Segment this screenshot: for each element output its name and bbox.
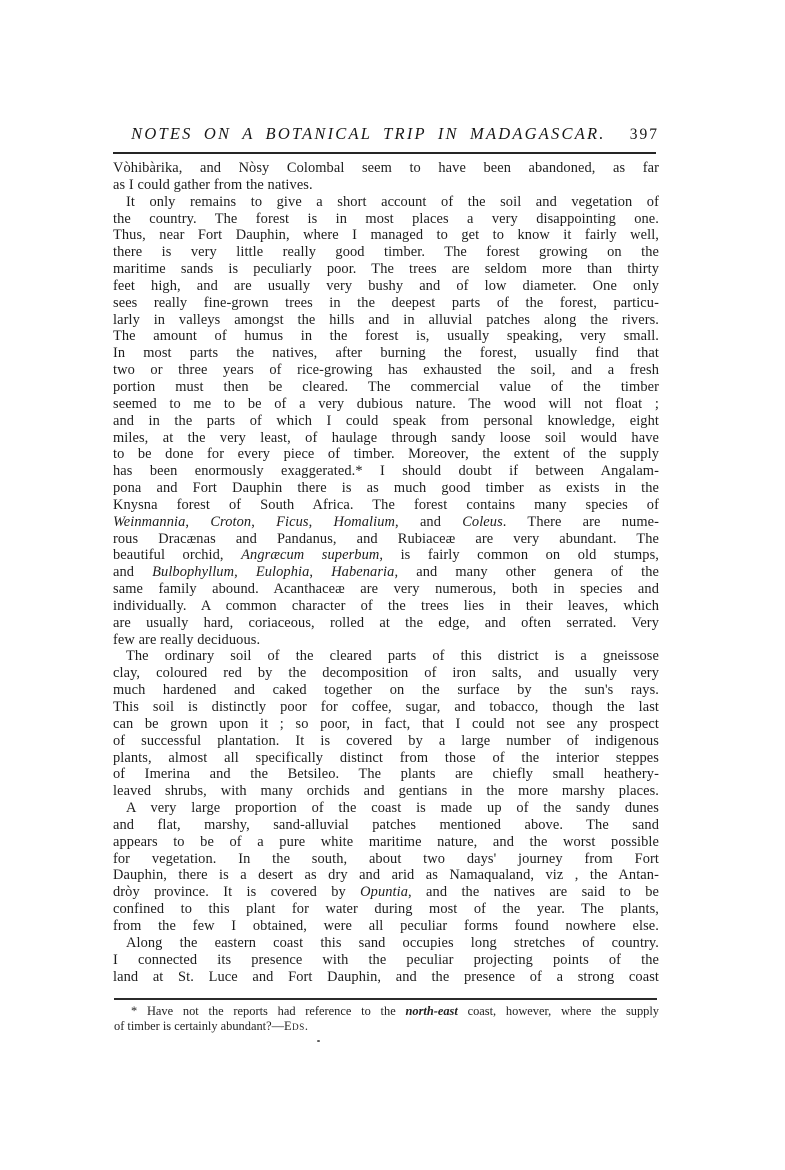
italic-text: Eulophia [255, 564, 310, 581]
scan-speck [317, 1040, 320, 1042]
header-rule [113, 152, 656, 154]
italic-text: Ficus [276, 513, 309, 530]
text-line: land at St. Luce and Fort Dauphin, and the presence of a strong coast [113, 968, 659, 985]
italic-text: Homalium [333, 513, 396, 530]
text-line: clay, coloured red by the decomposition of iron salts, and usually very [113, 665, 659, 682]
paragraph [114, 1004, 659, 1035]
italic-text: Weinmannia [113, 513, 186, 530]
italic-text: Bulbophyllum [152, 564, 235, 581]
text-line: confined to this plant for water during most of the year. The plants, [113, 901, 659, 918]
text-line: few are really deciduous. [113, 631, 261, 648]
paragraph [113, 194, 659, 649]
text-line: are usually hard, coriaceous, rolled at the edge, and often serrated. Very [113, 614, 659, 631]
text-line: appears to be of a pure white maritime nature, and the worst possible [113, 833, 659, 850]
small-caps-text: Eds [283, 1019, 305, 1034]
italic-text: Opuntia [360, 884, 409, 901]
text-line: miles, at the very least, of haulage through sandy loose soil would have [113, 429, 659, 446]
text-line: I connected its presence with the peculiar projecting points of the [113, 951, 659, 968]
text-line: seemed to me to be of a very dubious nature. The wood will not float ; [113, 395, 659, 412]
text-line: has been enormously exaggerated.* I should doubt if between Angalam- [113, 463, 659, 480]
text-line: Weinmannia, Croton, Ficus, Homalium, and Coleus. There are nume- [113, 513, 660, 530]
text-line: Vòhibàrika, and Nòsy Colombal seem to have been abandoned, as far [113, 160, 659, 176]
text-line: individually. A common character of the trees lies in their leaves, which [113, 597, 659, 614]
italic-text: Croton [210, 513, 252, 530]
italic-text: Angræcum superbum [241, 547, 380, 564]
page-number: 397 [629, 126, 659, 143]
paragraph [113, 935, 659, 986]
text-line: from the few I obtained, were all peculiar forms found nowhere else. [113, 917, 659, 934]
text-line: for vegetation. In the south, about two days' journey from Fort [113, 850, 659, 867]
text-line: plants, almost all specifically distinct from those of the interior steppes [113, 749, 659, 766]
text-line: beautiful orchid, Angræcum superbum, is fairly common on old stumps, [113, 547, 660, 564]
paragraph [113, 160, 659, 194]
text-line: the country. The forest is in most places a very disappointing one. [113, 210, 659, 227]
text-line: can be grown upon it ; so poor, in fact, that I could not see any prospect [113, 715, 659, 732]
text-line: same family abound. Acanthaceæ are very numerous, both in species and [113, 581, 659, 598]
footnote-line: * Have not the reports had reference to the north-east coast, however, where the supply [131, 1004, 659, 1018]
footnote-line: of timber is certainly abundant?—Eds. [114, 1019, 308, 1034]
text-line: and flat, marshy, sand-alluvial patches mentioned above. The sand [113, 816, 659, 833]
running-head-title: NOTES ON A BOTANICAL TRIP IN MADAGASCAR. [131, 124, 606, 143]
text-line: portion must then be cleared. The commercial value of the timber [113, 378, 659, 395]
text-line: and in the parts of which I could speak from personal knowledge, eight [113, 412, 659, 429]
text-line: Along the eastern coast this sand occupies long stretches of country. [126, 934, 659, 951]
text-line: It only remains to give a short account of the soil and vegetation of [126, 193, 659, 210]
article-text [113, 160, 659, 985]
footnote [114, 1004, 659, 1035]
text-line: feet high, and are usually very bushy and of low diameter. One only [113, 277, 659, 294]
text-line: rous Dracænas and Pandanus, and Rubiaceæ are very abundant. The [113, 530, 659, 547]
text-line: there is very little really good timber. The forest growing on the [113, 244, 659, 261]
italic-text: Coleus [462, 513, 503, 530]
text-line: dròy province. It is covered by Opuntia, and the natives are said to be [113, 884, 659, 901]
text-line: In most parts the natives, after burning the forest, usually find that [113, 345, 659, 362]
text-line: to be done for every piece of timber. Moreover, the extent of the supply [113, 446, 659, 463]
text-line: A very large proportion of the coast is made up of the sandy dunes [126, 800, 659, 817]
text-line: as I could gather from the natives. [113, 176, 313, 193]
paragraph [113, 800, 659, 935]
text-line: two or three years of rice-growing has exhausted the soil, and a fresh [113, 362, 659, 379]
text-line: Thus, near Fort Dauphin, where I managed to get to know it fairly well, [113, 227, 659, 244]
text-line: The ordinary soil of the cleared parts of this district is a gneissose [126, 648, 659, 665]
bold-italic-text: north-east [405, 1004, 458, 1018]
running-head [113, 124, 659, 144]
text-line: leaved shrubs, with many orchids and gentians in the more marshy places. [113, 783, 659, 800]
text-line: of Imerina and the Betsileo. The plants are chiefly small heathery- [113, 766, 659, 783]
text-line: The amount of humus in the forest is, usually speaking, very small. [113, 328, 659, 345]
paragraph [113, 648, 659, 800]
footnote-rule [114, 998, 657, 1000]
italic-text: Habenaria [331, 564, 395, 581]
text-line: much hardened and caked together on the surface by the sun's rays. [113, 682, 659, 699]
text-line: and Bulbophyllum, Eulophia, Habenaria, and many other genera of the [113, 564, 660, 581]
text-line: maritime sands is peculiarly poor. The trees are seldom more than thirty [113, 261, 659, 278]
text-line: This soil is distinctly poor for coffee, sugar, and tobacco, though the last [113, 699, 659, 715]
text-line: larly in valleys amongst the hills and in alluvial patches along the rivers. [113, 311, 659, 328]
text-line: Dauphin, there is a desert as dry and arid as Namaqualand, viz , the Antan- [113, 867, 659, 884]
text-line: Knysna forest of South Africa. The forest contains many species of [113, 496, 659, 513]
text-line: pona and Fort Dauphin there is as much good timber as exists in the [113, 480, 659, 497]
text-line: sees really fine-grown trees in the deepest parts of the forest, particu- [113, 294, 659, 311]
text-line: of successful plantation. It is covered by a large number of indigenous [113, 732, 659, 749]
